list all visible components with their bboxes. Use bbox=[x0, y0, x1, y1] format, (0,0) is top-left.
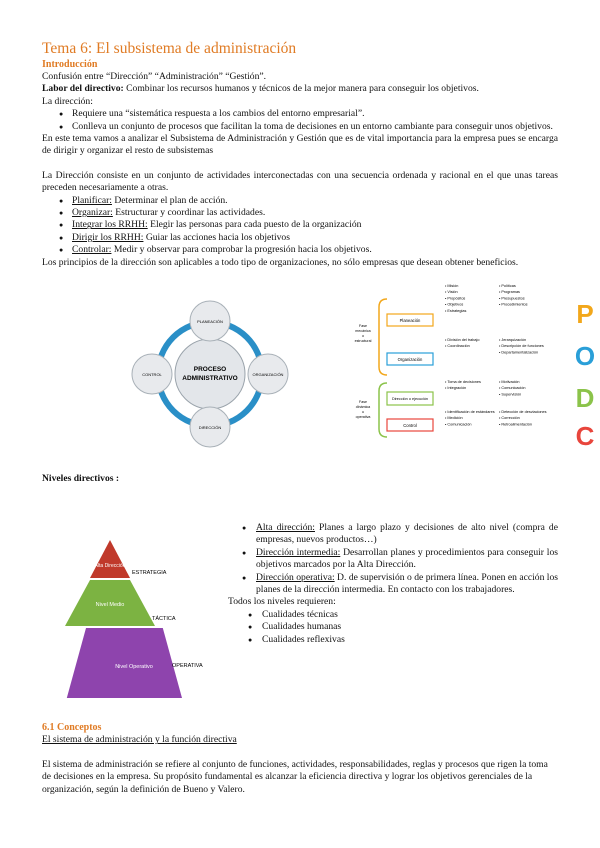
pyramid-side-label: OPERATIVA bbox=[172, 663, 203, 669]
porc-col3-item: • Programas bbox=[499, 290, 520, 295]
labor-label: Labor del directivo: bbox=[42, 83, 124, 95]
phase-label: o bbox=[362, 334, 364, 339]
activity-text: Elegir las personas para cada puesto de la organización bbox=[147, 219, 362, 231]
porc-col3-item: • Políticas bbox=[499, 284, 516, 289]
porc-col3-item: • Corrección bbox=[499, 416, 520, 421]
activity-text: Estructurar y coordinar las actividades. bbox=[112, 207, 266, 219]
all-require: Todos los niveles requieren: bbox=[228, 596, 336, 608]
pyramid-level-label: Alta Dirección bbox=[94, 563, 126, 569]
activities-list bbox=[42, 195, 558, 257]
porc-box-label: Organización bbox=[397, 357, 423, 363]
porc-box-label: Control bbox=[403, 423, 417, 429]
cycle-node-label: CONTROL bbox=[142, 372, 162, 378]
pyramid-level-label: Nivel Medio bbox=[95, 602, 125, 608]
levels-list bbox=[222, 522, 558, 596]
activity-label: Organizar: bbox=[72, 207, 113, 219]
porc-col2-item: • Identificación de estándares bbox=[445, 410, 495, 415]
intro-paragraph-1: En este tema vamos a analizar el Subsistema de Administración y Gestión que es de vital importancia para la empresa pues se encarga de dirigir y organizar el resto de subsistemas bbox=[42, 133, 558, 157]
pyramid-top bbox=[90, 540, 130, 578]
phase-label: mecánica bbox=[355, 329, 371, 334]
list-item bbox=[42, 219, 558, 231]
activity-label: Planificar: bbox=[72, 194, 112, 206]
pyramid-side-label: TÁCTICA bbox=[152, 616, 176, 622]
list-item bbox=[222, 572, 558, 597]
porc-col3-item: • Retroalimentación bbox=[499, 422, 532, 427]
list-item bbox=[42, 232, 558, 244]
porc-col2-item: • Objetivos bbox=[445, 302, 464, 307]
porc-col2-item: • Misión bbox=[445, 284, 459, 289]
list-item: ● Conlleva un conjunto de procesos que facilitan la toma de decisiones en un entorno cambiante para conseguir unos objetivos. bbox=[42, 121, 558, 133]
porc-col2-item: • Toma de decisiones bbox=[445, 380, 481, 385]
porc-box-label: Planeación bbox=[399, 318, 421, 324]
list-item: ● Requiere una “sistemática respuesta a los cambios del entorno empresarial”. bbox=[42, 108, 558, 120]
letter-p: P bbox=[576, 299, 594, 330]
labor-line bbox=[42, 83, 558, 95]
porc-col2-item: • División del trabajo bbox=[445, 338, 480, 343]
porc-col2-item: • Propósitos bbox=[445, 296, 466, 301]
list-item: ● Cualidades técnicas bbox=[228, 609, 558, 621]
porc-col3-item: • Presupuestos bbox=[499, 296, 525, 301]
section-title: 6.1 Conceptos bbox=[42, 722, 102, 733]
porc-col3-item: • Comunicación bbox=[499, 386, 526, 391]
activity-text: Medir y observar para comprobar la progresión hacia los objetivos. bbox=[111, 244, 372, 256]
porc-col2-item: • Estrategias bbox=[445, 308, 467, 313]
porc-col3-item: • Procedimientos bbox=[499, 302, 528, 307]
level-text: Planes a largo plazo y decisiones de alto nivel (compra de empresas, nuevos productos…) bbox=[256, 522, 558, 546]
level-label: Dirección intermedia: bbox=[256, 546, 341, 558]
direccion-label: La dirección: bbox=[42, 95, 93, 107]
porc-col3-item: • Motivación bbox=[499, 380, 520, 385]
activity-label: Integrar los RRHH: bbox=[72, 219, 148, 231]
list-item: ● Cualidades reflexivas bbox=[228, 634, 558, 646]
activity-text: Determinar el plan de acción. bbox=[111, 194, 228, 206]
administrative-process-cycle bbox=[92, 299, 332, 449]
cycle-center-line-1: PROCESO bbox=[193, 366, 227, 374]
porc-col3-item: • Detección de desviaciones bbox=[499, 410, 547, 415]
direccion-bullets bbox=[42, 108, 558, 133]
porc-col2-item: • Medición bbox=[445, 416, 463, 421]
porc-col2-item: • Coordinación bbox=[445, 344, 470, 349]
porc-col2-item: • Visión bbox=[445, 290, 458, 295]
cycle-node-label: DIRECCIÓN bbox=[198, 425, 222, 431]
list-item bbox=[222, 522, 558, 547]
phase-label: u bbox=[362, 410, 364, 415]
list-item bbox=[42, 244, 558, 256]
phase-label: estructural bbox=[354, 339, 372, 344]
phase-label: Fase bbox=[359, 324, 367, 329]
porc-col3-item: • Supervisión bbox=[499, 392, 522, 397]
intro-paragraph-2: La Dirección consiste en un conjunto de actividades interconectadas con una secuencia ordenada y racional en el que unas tareas preceden necesariamente a otras. bbox=[42, 169, 558, 194]
level-label: Alta dirección: bbox=[256, 522, 315, 533]
phase-label: dinámica bbox=[355, 405, 371, 410]
level-label: Dirección operativa: bbox=[256, 571, 335, 583]
section-paragraph: El sistema de administración se refiere al conjunto de funciones, actividades, responsabilidades, reglas y procesos que rigen la toma de decisiones en la empresa. Su propósito fundamental es alcanzar la eficiencia directiva y lograr los objetivos gerenciales de la organización, según la definición de Bueno y Valero. bbox=[42, 758, 548, 795]
porc-col2-item: • Comunicación bbox=[445, 422, 472, 427]
concepts-section bbox=[42, 722, 558, 796]
list-item bbox=[222, 547, 558, 572]
activity-text: Guiar las acciones hacia los objetivos bbox=[143, 231, 290, 243]
list-item bbox=[42, 195, 558, 207]
labor-text: Combinar los recursos humanos y técnicos de la mejor manera para conseguir los objetivos. bbox=[123, 83, 479, 95]
list-item bbox=[42, 207, 558, 219]
porc-col2-item: • Integración bbox=[445, 386, 467, 391]
activity-label: Controlar: bbox=[72, 244, 112, 256]
confusion-line: Confusión entre “Dirección” “Administración” “Gestión”. bbox=[42, 71, 267, 82]
list-item: ● Cualidades humanas bbox=[228, 621, 558, 633]
porc-col3-item: • Descripción de funciones bbox=[499, 344, 544, 349]
pyramid-bottom bbox=[67, 628, 182, 698]
porc-col3-item: • Jerarquización bbox=[499, 338, 527, 343]
porc-col3-item: • Departamentalización bbox=[499, 350, 539, 355]
phase-label: operativa bbox=[355, 415, 371, 420]
pyramid-side-label: ESTRATEGIA bbox=[132, 570, 167, 576]
letter-c: C bbox=[575, 421, 595, 450]
phase-label: Fase bbox=[359, 400, 367, 405]
level-text: D. de supervisión o de primera línea. Ponen en acción los planes de la dirección intermedia. En contacto con los trabajadores. bbox=[256, 571, 559, 596]
intro-paragraph-3: Los principios de la dirección son aplicables a todo tipo de organizaciones, no sólo empresas que desean obtener beneficios. bbox=[42, 256, 519, 268]
qualities-list bbox=[222, 609, 558, 646]
letter-o: O bbox=[574, 341, 596, 372]
cycle-node-label: ORGANIZACIÓN bbox=[252, 372, 284, 378]
levels-pyramid bbox=[62, 540, 232, 700]
page-title: Tema 6: El subsistema de administración bbox=[42, 40, 297, 57]
letter-d: D bbox=[575, 383, 595, 414]
pyramid-level-label: Nivel Operativo bbox=[115, 664, 153, 670]
cycle-center-line-2: ADMINISTRATIVO bbox=[182, 375, 238, 383]
porc-diagram bbox=[347, 279, 597, 449]
activity-label: Dirigir los RRHH: bbox=[72, 231, 144, 243]
level-text: Desarrollan planes y procedimientos para conseguir los objetivos marcados por la Alta Dirección. bbox=[256, 546, 558, 571]
levels-title: Niveles directivos : bbox=[42, 473, 120, 485]
porc-box-label: Dirección o ejecución bbox=[391, 397, 429, 402]
intro-heading: Introducción bbox=[42, 59, 98, 70]
levels-description bbox=[222, 522, 558, 646]
cycle-center bbox=[175, 339, 245, 409]
section-subtitle: El sistema de administración y la función directiva bbox=[42, 734, 237, 746]
figures-row bbox=[42, 279, 596, 450]
cycle-node-label: PLANEACIÓN bbox=[197, 319, 223, 325]
